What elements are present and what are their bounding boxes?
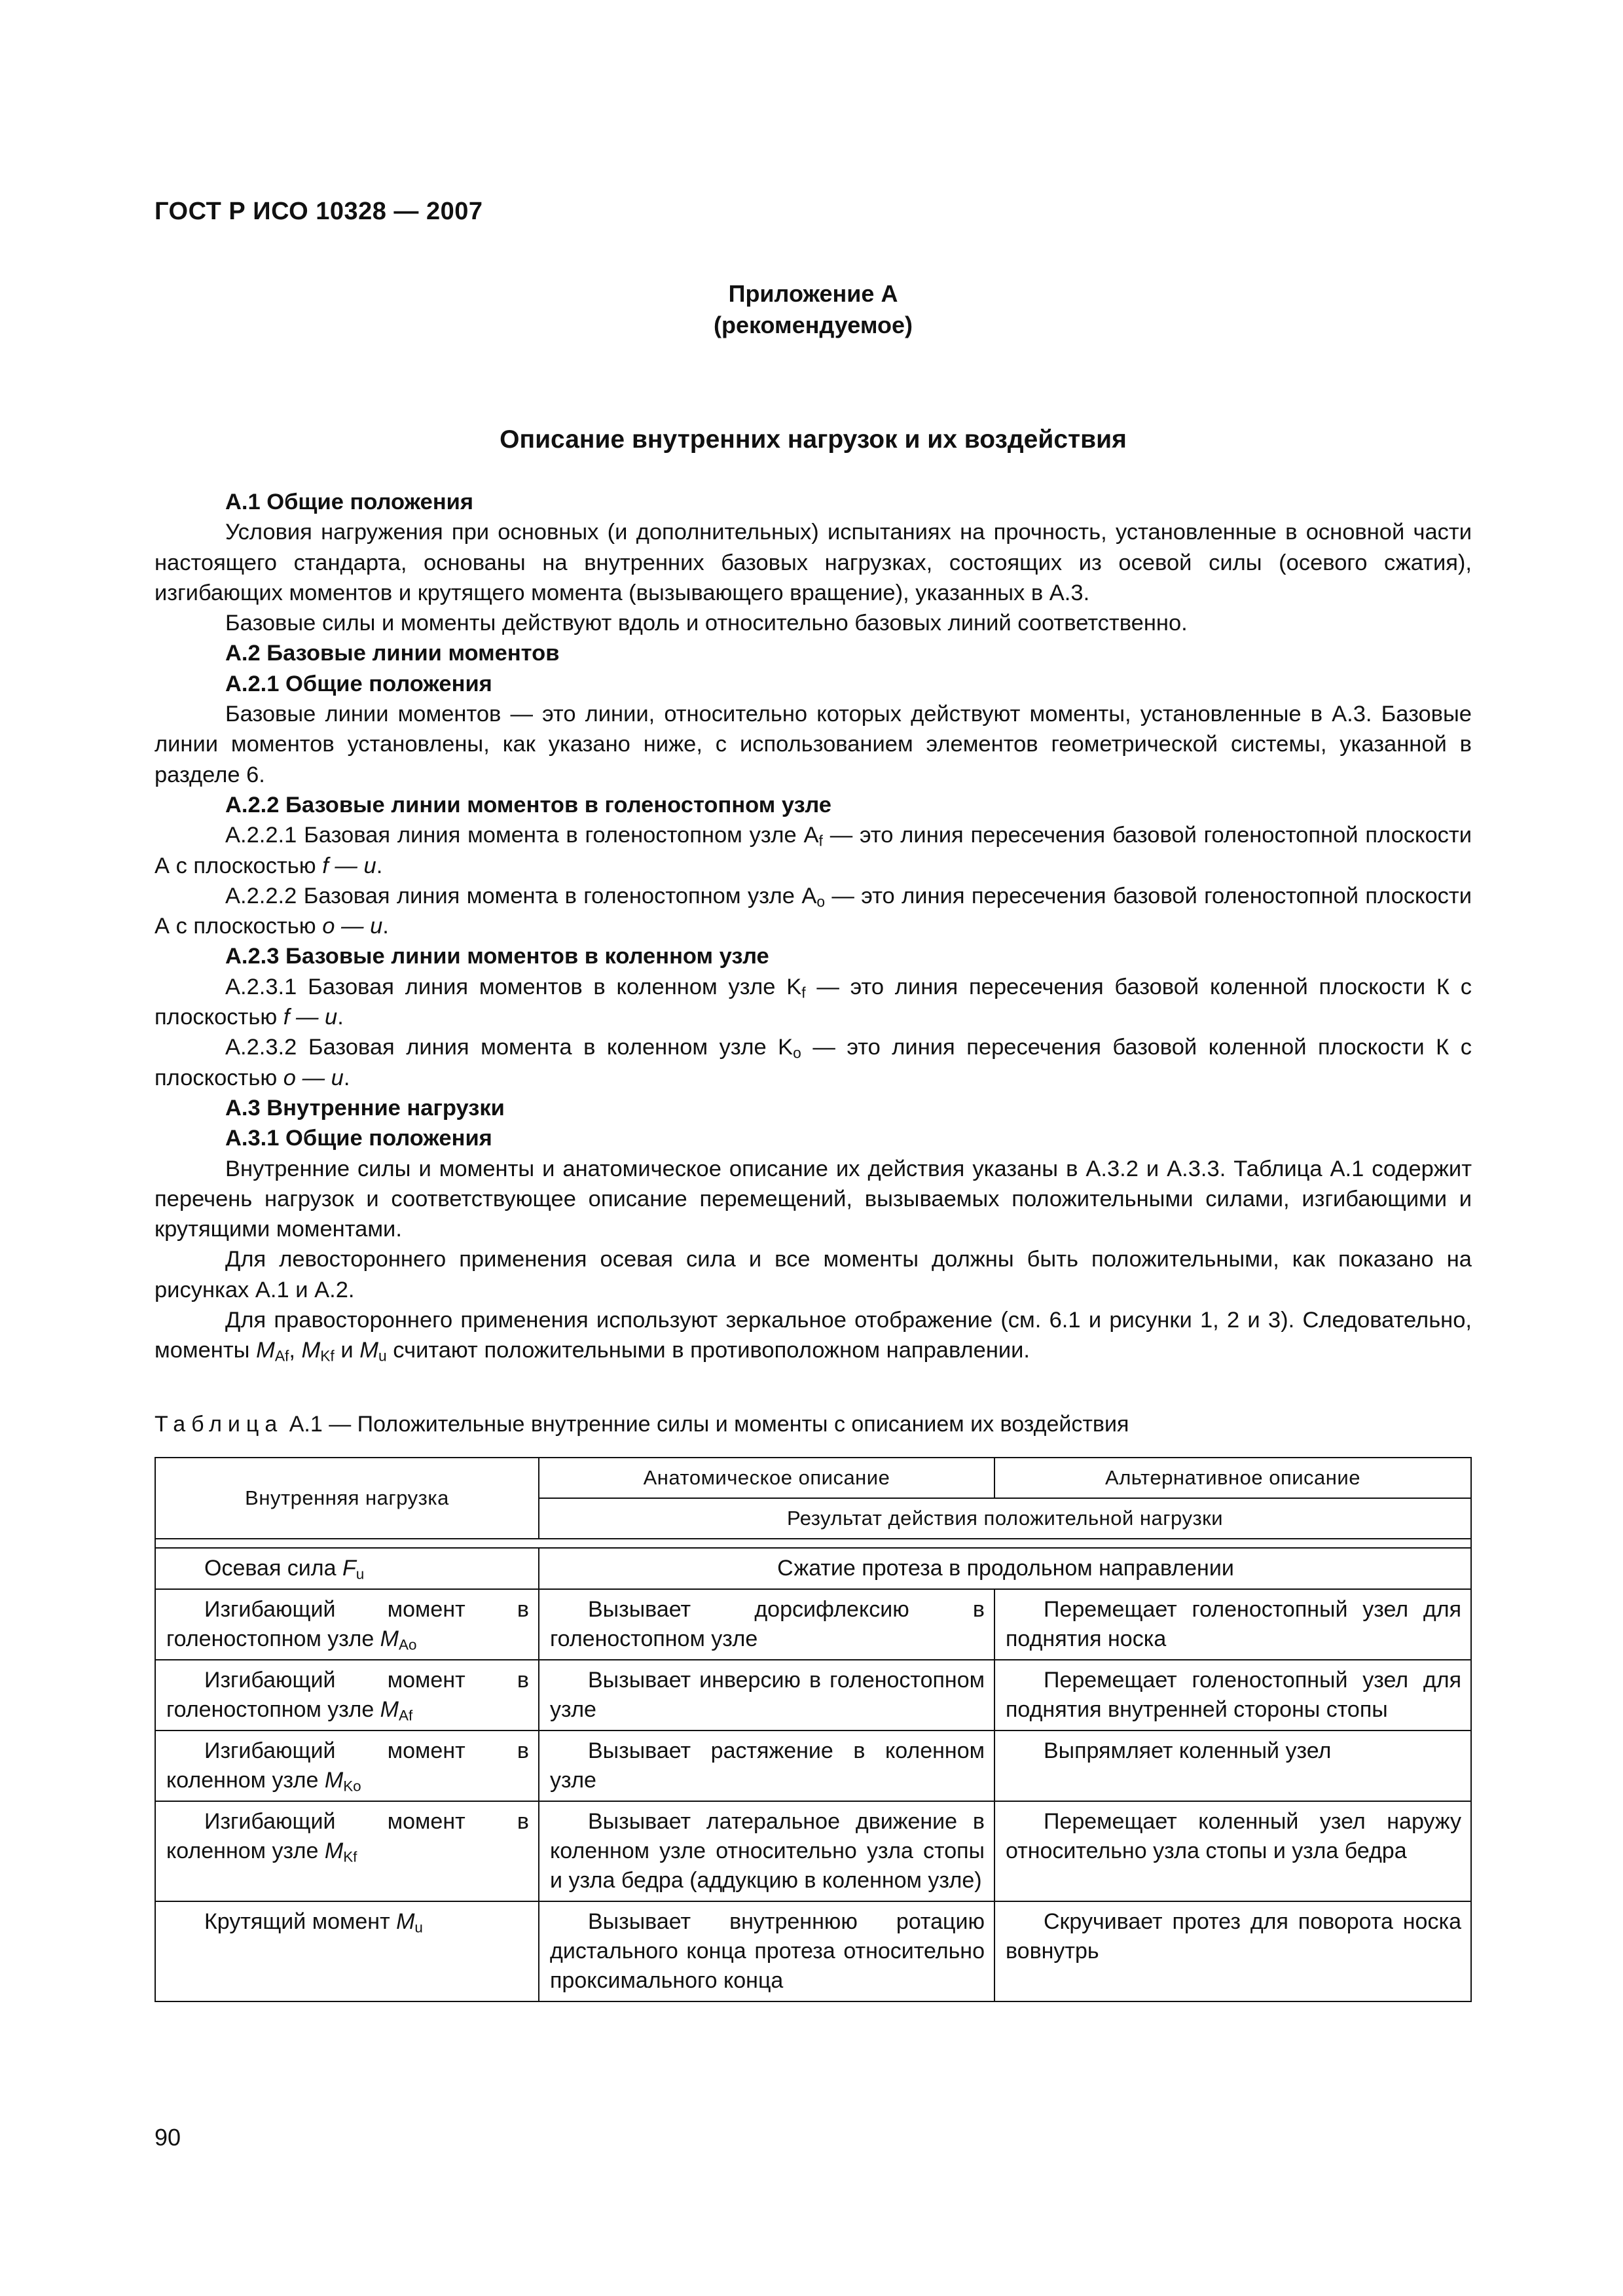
header-divider	[155, 1539, 1471, 1548]
section-heading-a2: А.2 Базовые линии моментов	[225, 641, 560, 666]
cell-load: Изгибающий момент в голеностопном узле $M_{Af}$	[155, 1660, 539, 1731]
appendix-subtitle: (рекомендуемое)	[714, 312, 913, 338]
loads-table	[155, 1457, 1472, 2002]
cell-anatomical: Вызывает латеральное движение в коленном узле относительно узла стопы и узла бедра (аддукцию в коленном узле)	[539, 1801, 994, 1901]
cell-load: Крутящий момент $M_u$	[155, 1901, 539, 2001]
table-row	[155, 1801, 1471, 1901]
cell-anatomical: Вызывает растяжение в коленном узле	[539, 1731, 994, 1801]
cell-alternative: Скручивает протез для поворота носка вовнутрь	[994, 1901, 1471, 2001]
paragraph-a222: А.2.2.2 Базовая линия момента в голеностопном узле $A_o$ — это линия пересечения базовой голеностопной плоскости А с плоскостью o — u.	[155, 883, 1472, 939]
paragraph: Внутренние силы и моменты и анатомическое описание их действия указаны в А.3.2 и А.3.3. Таблица А.1 содержит перечень нагрузок и соответствующее описание перемещений, вызываемых положительными силами, изгибающими и крутящими моментами.	[155, 1156, 1472, 1242]
header-result: Результат действия положительной нагрузки	[539, 1498, 1471, 1539]
table-row	[155, 1589, 1471, 1660]
cell-load: Осевая сила $F_u$	[155, 1548, 539, 1589]
main-title: Описание внутренних нагрузок и их воздействия	[500, 425, 1127, 454]
cell-anatomical: Вызывает внутреннюю ротацию дистального конца протеза относительно проксимального конца	[539, 1901, 994, 2001]
section-heading-a31: А.3.1 Общие положения	[225, 1126, 492, 1151]
cell-alternative: Перемещает коленный узел наружу относительно узла стопы и узла бедра	[994, 1801, 1471, 1901]
paragraph: Базовые силы и моменты действуют вдоль и относительно базовых линий соответственно.	[225, 611, 1188, 636]
cell-load: Изгибающий момент в голеностопном узле $M_{Ao}$	[155, 1589, 539, 1660]
table-row	[155, 1660, 1471, 1731]
cell-anatomical: Вызывает дорсифлексию в голеностопном узле	[539, 1589, 994, 1660]
section-heading-a1: А.1 Общие положения	[225, 490, 474, 514]
cell-alternative: Перемещает голеностопный узел для поднятия носка	[994, 1589, 1471, 1660]
table-row	[155, 1901, 1471, 2001]
paragraph: Базовые линии моментов — это линии, относительно которых действуют моменты, установленные в А.3. Базовые линии моментов установлены, как указано ниже, с использованием элементов геометрической системы, указанной в разделе 6.	[155, 702, 1472, 787]
cell-alternative: Перемещает голеностопный узел для поднятия внутренней стороны стопы	[994, 1660, 1471, 1731]
section-heading-a3: А.3 Внутренние нагрузки	[225, 1095, 505, 1121]
section-heading-a23: А.2.3 Базовые линии моментов в коленном узле	[225, 944, 769, 969]
header-internal-load: Внутренняя нагрузка	[155, 1458, 539, 1539]
cell-load: Изгибающий момент в коленном узле $M_{Kf}$	[155, 1801, 539, 1901]
table-row	[155, 1731, 1471, 1801]
paragraph: Для левостороннего применения осевая сила и все моменты должны быть положительными, как показано на рисунках А.1 и А.2.	[155, 1247, 1472, 1302]
document-header: ГОСТ Р ИСО 10328 — 2007	[155, 198, 483, 225]
table-row	[155, 1548, 1471, 1589]
paragraph: Условия нагружения при основных (и дополнительных) испытаниях на прочность, установленные в основной части настоящего стандарта, основаны на внутренних базовых нагрузках, состоящих из осевой силы (осевого сжатия), изгибающих моментов и крутящего момента (вызывающего вращение), указанных в А.3.	[155, 520, 1472, 605]
section-heading-a22: А.2.2 Базовые линии моментов в голеностопном узле	[225, 792, 831, 817]
paragraph-mirror: Для правостороннего применения используют зеркальное отображение (см. 6.1 и рисунки 1, 2 и 3). Следовательно, моменты $M_{Af}$, $M_{Kf}$ и $M_u$ считают положительными в противоположном направлении.	[155, 1308, 1472, 1365]
body-text	[155, 487, 1472, 1366]
paragraph-a231: А.2.3.1 Базовая линия моментов в коленном узле $K_f$ — это линия пересечения базовой коленной плоскости К с плоскостью f — u.	[155, 974, 1472, 1030]
cell-load: Изгибающий момент в коленном узле $M_{Ko}$	[155, 1731, 539, 1801]
header-alternative: Альтернативное описание	[994, 1458, 1471, 1498]
cell-alternative: Выпрямляет коленный узел	[994, 1731, 1471, 1801]
page-number: 90	[155, 2124, 181, 2151]
section-heading-a21: А.2.1 Общие положения	[225, 671, 492, 696]
cell-anatomical: Вызывает инверсию в голеностопном узле	[539, 1660, 994, 1731]
cell-merged-description: Сжатие протеза в продольном направлении	[539, 1548, 1471, 1589]
paragraph-a232: А.2.3.2 Базовая линия момента в коленном узле $K_o$ — это линия пересечения базовой коленной плоскости К с плоскостью o — u.	[155, 1035, 1472, 1090]
table-caption: Таблица А.1 — Положительные внутренние силы и моменты с описанием их воздействия	[155, 1412, 1129, 1437]
paragraph-a221: А.2.2.1 Базовая линия момента в голеностопном узле $A_f$ — это линия пересечения базовой голеностопной плоскости А с плоскостью f — u.	[155, 823, 1472, 878]
header-anatomical: Анатомическое описание	[539, 1458, 994, 1498]
appendix-title: Приложение А	[728, 280, 898, 307]
